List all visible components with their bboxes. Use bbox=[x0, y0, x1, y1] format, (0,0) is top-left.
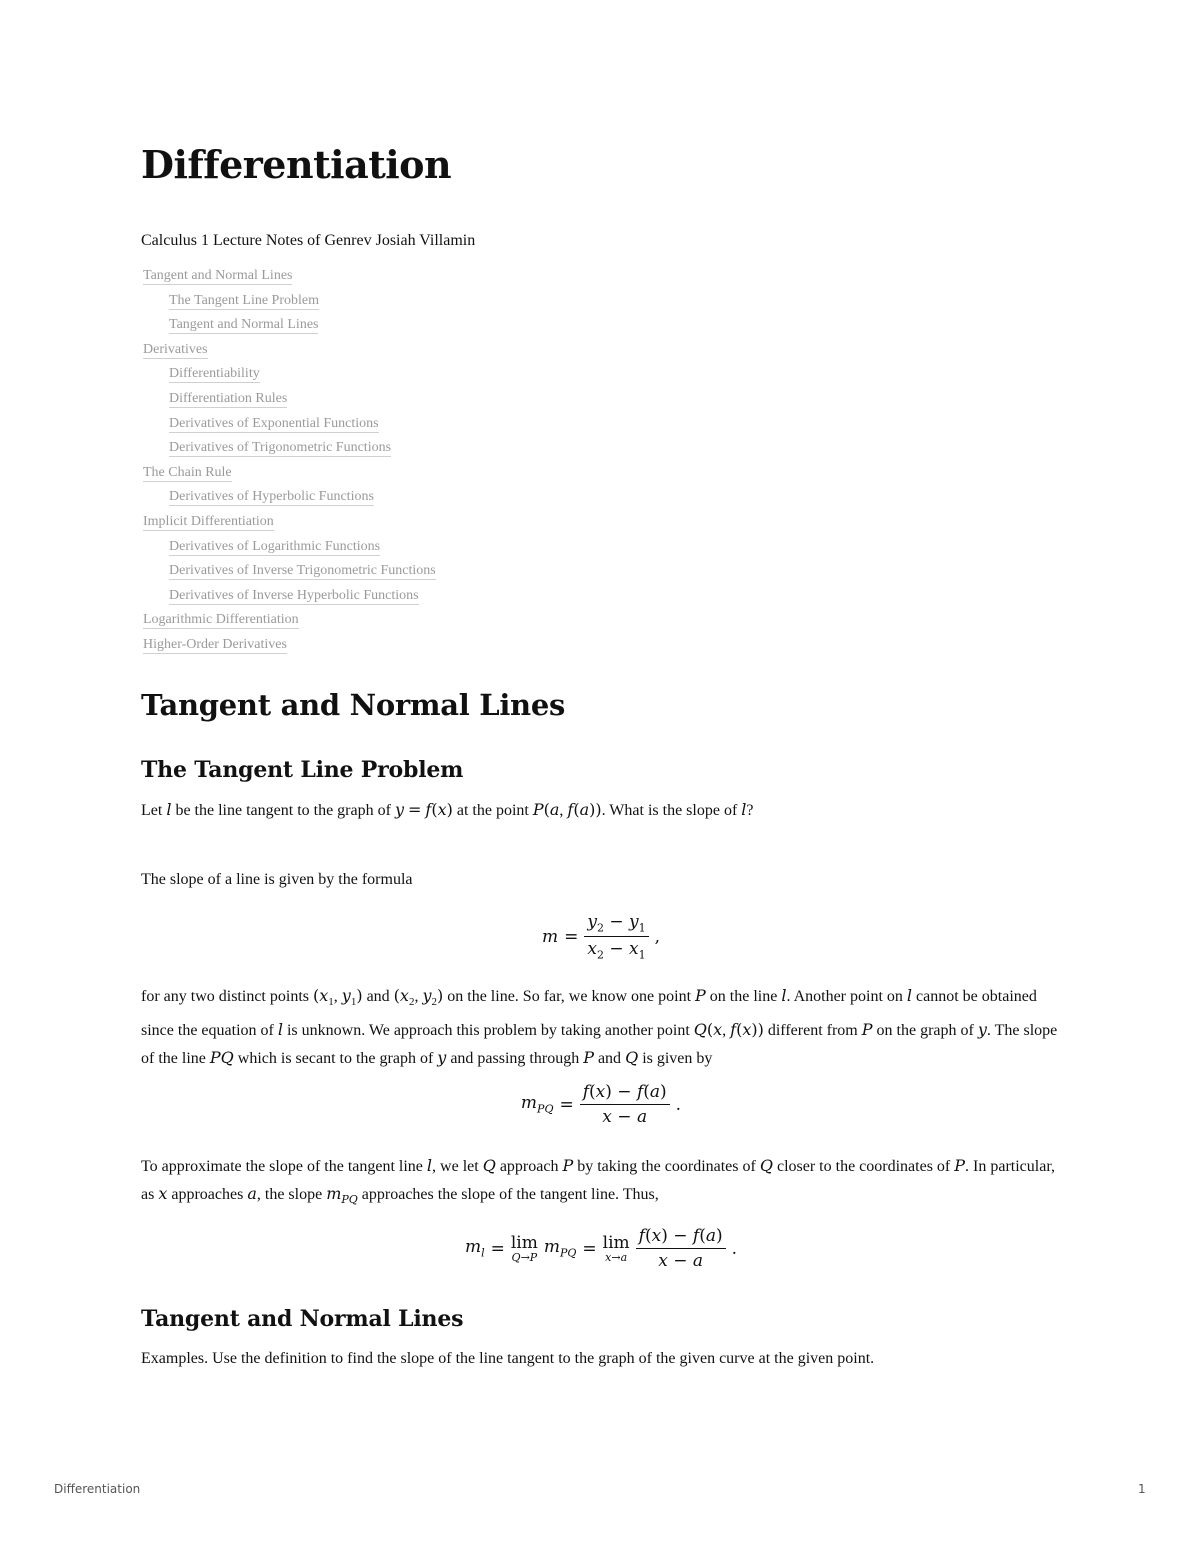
page-title: Differentiation bbox=[141, 142, 452, 187]
toc-link[interactable]: Tangent and Normal Lines bbox=[143, 268, 293, 283]
toc-item bbox=[143, 338, 436, 363]
paragraph-approximate: To approximate the slope of the tangent line l, we let Q approach P by taking the coordinates of Q closer to the coordinates of P. In particular, as x approaches a, the slope $m_{PQ}$ approaches the slope of the tangent line. Thus, bbox=[141, 1156, 1055, 1207]
paragraph-secant: for any two distinct points ($x_1$, $y_1$) and ($x_2$, $y_2$) on the line. So far, we know one point P on the line l. Another point on l cannot be obtained since the equation of l is unknown. We approach this problem by taking another point Q(x, f(x)) different from P on the graph of y. The slope of the line PQ which is secant to the graph of y and passing through P and Q is given by bbox=[141, 986, 1058, 1068]
toc-link[interactable]: Derivatives bbox=[143, 341, 208, 357]
footer-page-number: 1 bbox=[1138, 1482, 1146, 1496]
toc-link[interactable]: Derivatives of Inverse Hyperbolic Functions bbox=[169, 587, 419, 603]
toc-item bbox=[143, 313, 436, 338]
toc-item bbox=[143, 510, 436, 535]
toc-link[interactable]: Logarithmic Differentiation bbox=[143, 612, 299, 628]
toc-link[interactable]: The Chain Rule bbox=[143, 464, 232, 480]
toc-item bbox=[143, 412, 436, 437]
toc-item bbox=[143, 264, 436, 289]
toc-link[interactable]: Differentiability bbox=[169, 366, 260, 382]
toc-item bbox=[143, 608, 436, 633]
paragraph-slope-formula: The slope of a line is given by the formula bbox=[141, 871, 413, 888]
section-heading: Tangent and Normal Lines bbox=[141, 688, 566, 722]
subsection-heading-tangent-normal: Tangent and Normal Lines bbox=[141, 1306, 464, 1332]
toc-item bbox=[143, 436, 436, 461]
paragraph-examples: Examples. Use the definition to find the slope of the line tangent to the graph of the given curve at the given point. bbox=[141, 1350, 875, 1367]
toc-link[interactable]: Derivatives of Trigonometric Functions bbox=[169, 440, 392, 456]
toc-item bbox=[143, 387, 436, 412]
toc-link[interactable]: Implicit Differentiation bbox=[143, 513, 274, 529]
equation-secant-slope: $m_{PQ}$ = $\frac{f(x) - f(a)}{x - a}$ . bbox=[520, 1082, 682, 1127]
equation-tangent-limit: $m_l$ = lim Q→P $m_{PQ}$ = lim x→a $\frac{f(x) - f(a)}{x - a}$ . bbox=[464, 1226, 738, 1271]
toc-item bbox=[143, 559, 436, 584]
toc-item bbox=[143, 362, 436, 387]
toc-item bbox=[143, 289, 436, 314]
toc-item bbox=[143, 535, 436, 560]
paragraph-intro: Let l be the line tangent to the graph of y = f(x) at the point P(a, f(a)). What is the slope of l? bbox=[141, 800, 754, 819]
toc-link[interactable]: The Tangent Line Problem bbox=[169, 292, 320, 308]
equation-slope: m = $\frac{y_2 - y_1}{x_2 - x_1}$ , bbox=[541, 912, 661, 962]
toc-link[interactable]: Derivatives of Inverse Trigonometric Functions bbox=[169, 563, 436, 579]
subsection-heading-tangent-line-problem: The Tangent Line Problem bbox=[141, 757, 464, 783]
toc-link[interactable]: Derivatives of Logarithmic Functions bbox=[169, 538, 381, 554]
toc-item bbox=[143, 584, 436, 609]
toc-link[interactable]: Differentiation Rules bbox=[169, 390, 288, 406]
toc-link[interactable]: Derivatives of Exponential Functions bbox=[169, 415, 379, 431]
page-subtitle: Calculus 1 Lecture Notes of Genrev Josiah Villamin bbox=[141, 232, 476, 249]
toc-item bbox=[143, 461, 436, 486]
toc-link[interactable]: Higher-Order Derivatives bbox=[143, 636, 287, 652]
toc-link[interactable]: Tangent and Normal Lines bbox=[169, 317, 319, 333]
toc-item bbox=[143, 485, 436, 510]
toc-item bbox=[143, 633, 436, 658]
table-of-contents bbox=[143, 264, 436, 658]
footer-title: Differentiation bbox=[54, 1482, 141, 1496]
toc-link[interactable]: Derivatives of Hyperbolic Functions bbox=[169, 489, 374, 505]
